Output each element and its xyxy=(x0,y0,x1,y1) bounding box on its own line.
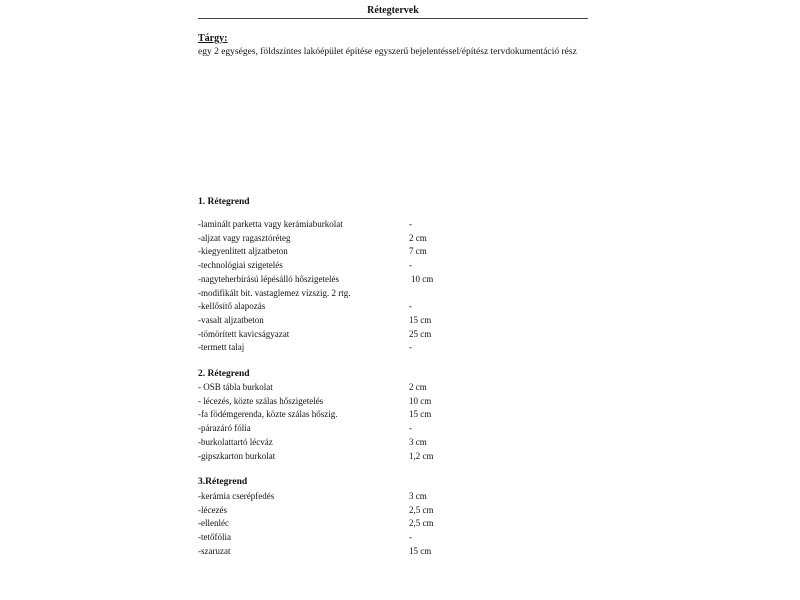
layer-thickness: 15 cm xyxy=(409,409,432,420)
subject-text: egy 2 egységes, földszintes lakóépület építése egyszerű bejelentéssel/építész tervdokumentáció rész xyxy=(198,47,577,57)
layer-name: -nagyteherbírású lépésálló hőszigetelés xyxy=(198,273,339,284)
layer-row xyxy=(198,504,458,517)
layer-row xyxy=(198,422,458,435)
layer-thickness: 15 cm xyxy=(409,545,432,556)
layer-name: -ellenléc xyxy=(198,518,229,529)
layer-row xyxy=(198,381,458,394)
subject-heading: Tárgy: xyxy=(198,33,228,44)
layer-row xyxy=(198,408,458,421)
layer-thickness: - xyxy=(409,532,412,543)
layer-name: -tetőfólia xyxy=(198,532,231,543)
layer-row xyxy=(198,490,458,503)
layer-name: -gipszkarton burkolat xyxy=(198,450,276,461)
layer-thickness: 10 cm xyxy=(411,273,434,284)
layer-row xyxy=(198,545,458,558)
layer-name: -burkolattartó lécváz xyxy=(198,436,273,447)
layer-row xyxy=(198,245,458,258)
layer-row xyxy=(198,300,458,313)
layer-name: -szaruzat xyxy=(198,545,231,556)
layer-name: -termett talaj xyxy=(198,342,245,353)
layer-thickness: - xyxy=(409,219,412,229)
layer-name: -párazáró fólia xyxy=(198,423,251,434)
section-heading-3: 3.Rétegrend xyxy=(198,477,248,487)
layer-name: -lécezés xyxy=(198,504,227,515)
layer-thickness: - xyxy=(409,423,412,434)
layer-name: -vasalt aljzatbeton xyxy=(198,314,264,325)
layer-thickness: 25 cm xyxy=(409,328,432,339)
layer-name: -laminált parketta vagy kerámiaburkolat xyxy=(198,219,343,229)
layer-name: -aljzat vagy ragasztóréteg xyxy=(198,232,291,243)
layer-name: -kellősítő alapozás xyxy=(198,301,266,312)
layer-row xyxy=(198,395,458,408)
layer-name: -technológiai szigetelés xyxy=(198,260,283,271)
layer-row xyxy=(198,450,458,463)
section-heading-2: 2. Rétegrend xyxy=(198,369,250,379)
layer-thickness: - xyxy=(409,342,412,353)
section-heading-1: 1. Rétegrend xyxy=(198,197,250,207)
layer-thickness: 2 cm xyxy=(409,382,427,392)
layer-name: -kerámia cserépfedés xyxy=(198,491,275,501)
layer-row xyxy=(198,531,458,544)
layer-thickness: - xyxy=(409,260,412,271)
layer-row xyxy=(198,273,458,286)
layer-thickness: 15 cm xyxy=(409,314,432,325)
layer-name: -kiegyenlített aljzatbeton xyxy=(198,246,288,257)
layer-row xyxy=(198,314,458,327)
layer-thickness: 2,5 cm xyxy=(409,504,434,515)
layer-thickness: 10 cm xyxy=(409,395,432,406)
layer-row xyxy=(198,436,458,449)
layer-thickness: 1,2 cm xyxy=(409,450,434,461)
layer-row xyxy=(198,341,458,354)
layer-row xyxy=(198,259,458,272)
layer-row xyxy=(198,232,458,245)
layer-row xyxy=(198,328,458,341)
layer-thickness: 2,5 cm xyxy=(409,518,434,529)
layer-name: -tömörített kavicságyazat xyxy=(198,328,290,339)
document-title: Rétegtervek xyxy=(367,5,419,16)
title-divider xyxy=(198,18,588,19)
layer-thickness: 2 cm xyxy=(409,232,427,243)
layer-name: - lécezés, közte szálas hőszigetelés xyxy=(198,395,324,406)
layer-row xyxy=(198,287,458,300)
layer-name: -modifikált bit. vastaglemez vízszig. 2 rtg. xyxy=(198,287,351,298)
layer-thickness: - xyxy=(409,301,412,312)
layer-row xyxy=(198,218,458,231)
layer-thickness: 7 cm xyxy=(409,246,427,257)
layer-row xyxy=(198,517,458,530)
layer-name: -fa födémgerenda, közte szálas hőszig. xyxy=(198,409,338,420)
layer-name: - OSB tábla burkolat xyxy=(198,382,273,392)
layer-thickness: 3 cm xyxy=(409,491,427,501)
layer-thickness: 3 cm xyxy=(409,436,427,447)
